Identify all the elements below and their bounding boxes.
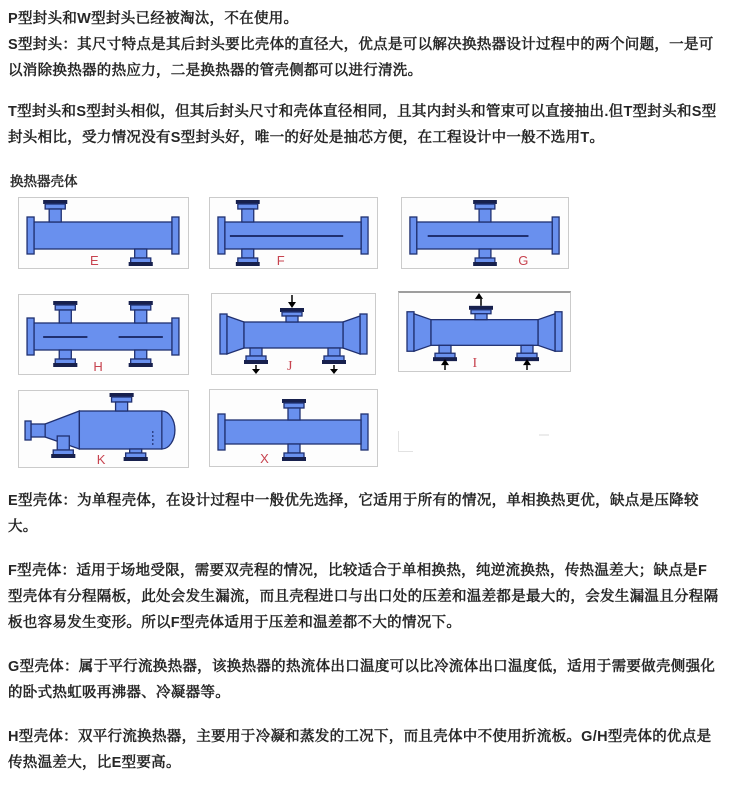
shell-diagram-e xyxy=(18,197,189,269)
paragraph-e-shell: E型壳体：为单程壳体，在设计过程中一般优先选择，它适用于所有的情况，单相换热更优，缺点是压降较大。 xyxy=(8,493,699,535)
shell-label-j: J xyxy=(286,359,293,374)
heat-exchanger-shell-f-icon xyxy=(210,198,377,268)
shell-label-k: K xyxy=(96,452,106,467)
shell-descriptions xyxy=(8,488,726,776)
figure-title: 换热器壳体 xyxy=(10,174,78,189)
paragraph-f-shell: F型壳体：适用于场地受限，需要双壳程的情况，比较适合于单相换热，纯逆流换热，传热温差大；缺点是F型壳体有分程隔板，此处会发生漏流，而且壳程进口与出口处的压差和温差都是最大的，会发生漏温且分程隔板也容易发生变形。所以F型壳体适用于压差和温差都不大的情况下。 xyxy=(8,563,719,631)
shell-label-e: E xyxy=(89,253,99,268)
shell-label-g: G xyxy=(518,253,529,268)
paragraph-p-type: P型封头和W型封头已经被淘汰，不在使用。 xyxy=(8,11,299,27)
heat-exchanger-shell-e-icon xyxy=(19,198,188,268)
heat-exchanger-shell-x-icon xyxy=(210,390,377,466)
paragraph-t-type: T型封头和S型封头相似，但其后封头尺寸和壳体直径相同，且其内封头和管束可以直接抽出.但T型封头和S型封头相比，受力情况没有S型封头好，唯一的好处是抽芯方便，在工程设计中一般不选用T。 xyxy=(8,104,717,146)
heat-exchanger-shell-h-icon xyxy=(19,295,188,374)
paragraph-s-type: S型封头：其尺寸特点是其后封头要比壳体的直径大，优点是可以解决换热器设计过程中的两个问题，一是可以消除换热器的热应力，二是换热器的管壳侧都可以进行清洗。 xyxy=(8,37,714,79)
shell-diagram-h xyxy=(18,294,189,375)
paragraph-g-shell: G型壳体：属于平行流换热器，该换热器的热流体出口温度可以比冷流体出口温度低，适用于需要做壳侧强化的卧式热虹吸再沸器、冷凝器等。 xyxy=(8,659,716,701)
shell-label-i: I xyxy=(472,356,478,371)
shell-diagram-j xyxy=(211,293,376,375)
faint-line-remnant xyxy=(539,434,549,436)
shell-diagram-k xyxy=(18,390,189,468)
shell-label-x: X xyxy=(260,451,269,466)
shell-diagram-g xyxy=(401,197,569,269)
shell-diagram-f xyxy=(209,197,378,269)
shell-diagram-x xyxy=(209,389,378,467)
heat-exchanger-shell-j-icon xyxy=(212,294,375,374)
shell-label-f: F xyxy=(276,253,285,268)
paragraph-h-shell: H型壳体：双平行流换热器，主要用于冷凝和蒸发的工况下，而且壳体中不使用折流板。G/H型壳体的优点是传热温差大，比E型要高。 xyxy=(8,729,712,771)
heat-exchanger-shell-g-icon xyxy=(402,198,568,268)
shell-diagram-i xyxy=(398,291,571,372)
shell-type-diagrams xyxy=(8,197,726,469)
heat-exchanger-shell-i-icon xyxy=(399,293,570,371)
faint-box-remnant xyxy=(398,431,413,452)
shell-label-h: H xyxy=(93,359,103,374)
